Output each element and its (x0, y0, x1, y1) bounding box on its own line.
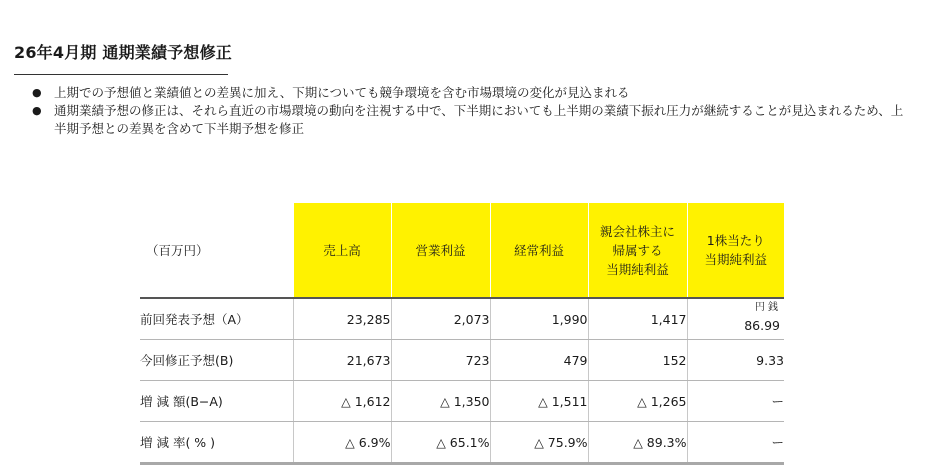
cell-value-eps (687, 298, 784, 340)
cell-value: △ 89.3% (588, 422, 687, 464)
header-operating-income: 営業利益 (391, 203, 490, 298)
table-row-change-amount (140, 381, 784, 422)
bullet-text: 通期業績予想の修正は、それら直近の市場環境の動向を注視する中で、下半期においても上半期の業績下振れ圧力が継続することが見込まれるため、上半期予想との差異を含めて下半期予想を修正 (54, 103, 904, 136)
page-title: 26年4月期 通期業績予想修正 (14, 43, 232, 62)
forecast-table (140, 203, 784, 465)
cell-value: 1,417 (588, 298, 687, 340)
cell-value: ー (687, 381, 784, 422)
cell-value: 1,990 (490, 298, 588, 340)
row-label: 前回発表予想（A） (140, 298, 293, 340)
cell-value: 479 (490, 340, 588, 381)
cell-value: ー (687, 422, 784, 464)
header-ordinary-income: 経常利益 (490, 203, 588, 298)
header-net-income: 親会社株主に 帰属する 当期純利益 (588, 203, 687, 298)
cell-value: △ 6.9% (293, 422, 391, 464)
cell-value: 723 (391, 340, 490, 381)
eps-value: 86.99 (744, 318, 780, 333)
cell-value: △ 1,350 (391, 381, 490, 422)
table-row-change-rate (140, 422, 784, 464)
header-eps: 1株当たり 当期純利益 (687, 203, 784, 298)
header-net-sales: 売上高 (293, 203, 391, 298)
bullet-dot-icon: ● (32, 104, 42, 117)
cell-value: 2,073 (391, 298, 490, 340)
cell-value: 21,673 (293, 340, 391, 381)
bullet-list (32, 84, 912, 138)
cell-value: △ 1,511 (490, 381, 588, 422)
title-underline (14, 74, 228, 75)
cell-value: 23,285 (293, 298, 391, 340)
cell-value: 152 (588, 340, 687, 381)
table-row-revised-forecast (140, 340, 784, 381)
bullet-item (32, 102, 912, 138)
row-label: 増 減 額(B−A) (140, 381, 293, 422)
cell-value: 9.33 (687, 340, 784, 381)
cell-value: △ 1,612 (293, 381, 391, 422)
bullet-item (32, 84, 912, 102)
cell-value: △ 75.9% (490, 422, 588, 464)
row-label: 増 減 率( % ) (140, 422, 293, 464)
table-header-row (140, 203, 784, 298)
bullet-text: 上期での予想値と業績値との差異に加え、下期についても競争環境を含む市場環境の変化が見込まれる (54, 85, 630, 100)
row-label: 今回修正予想(B) (140, 340, 293, 381)
eps-unit-label: 円 銭 (754, 302, 778, 313)
cell-value: △ 1,265 (588, 381, 687, 422)
table-row-previous-forecast (140, 298, 784, 340)
cell-value: △ 65.1% (391, 422, 490, 464)
unit-label: （百万円） (140, 203, 293, 298)
bullet-dot-icon: ● (32, 86, 42, 99)
